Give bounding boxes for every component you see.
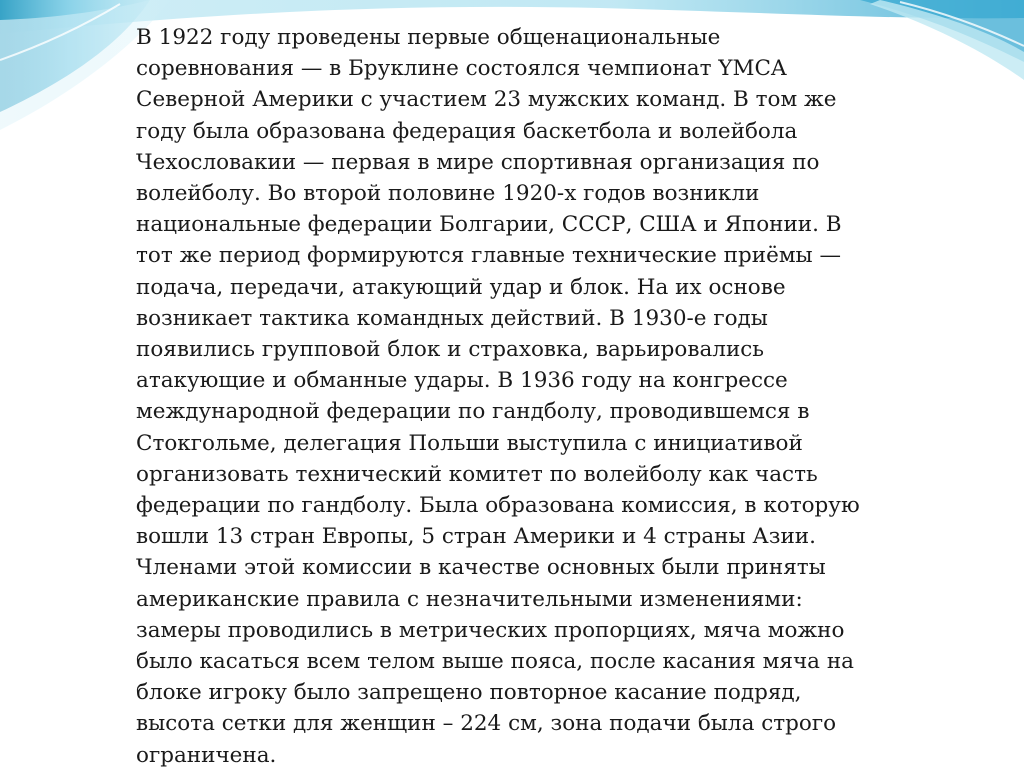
slide-body-text: В 1922 году проведены первые общенациональные соревнования — в Бруклине состоялся чемпионат YMCA Северной Америки с участием 23 мужских команд. В том же году была образована федерация баскетбола и волейбола Чехословакии — первая в мире спортивная организация по волейболу. Во второй половине 1920-х годов возникли национальные федерации Болгарии, СССР, США и Японии. В тот же период формируются главные технические приёмы — подача, передачи, атакующий удар и блок. На их основе возникает тактика командных действий. В 1930-е годы появились групповой блок и страховка, варьировались атакующие и обманные удары. В 1936 году на конгрессе международной федерации по гандболу, проводившемся в Стокгольме, делегация Польши выступила с инициативой организовать технический комитет по волейболу как часть федерации по гандболу. Была образована комиссия, в которую вошли 13 стран Европы, 5 стран Америки и 4 страны Азии. Членами этой комиссии в качестве основных были приняты американские правила с незначительными изменениями: замеры проводились в метрических пропорциях, мяча можно было касаться всем телом выше пояса, после касания мяча на блоке игроку было запрещено повторное касание подряд, высота сетки для женщин – 224 см, зона подачи была строго ограничена. <box>136 25 860 768</box>
